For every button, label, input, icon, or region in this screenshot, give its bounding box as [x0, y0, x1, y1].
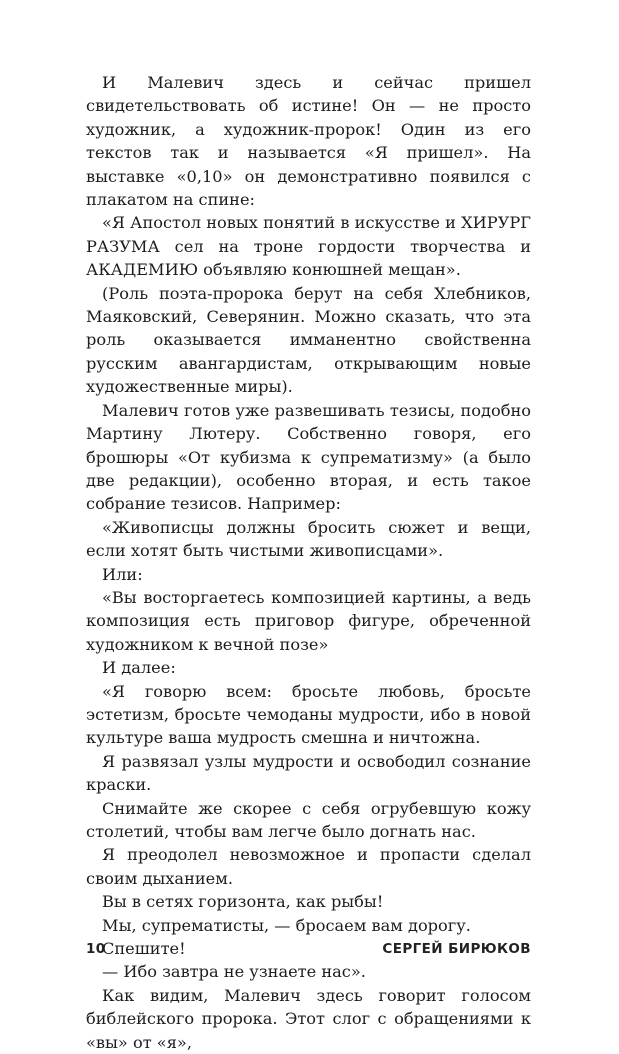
paragraph: И далее: [102, 658, 176, 678]
paragraph: «Вы восторгаетесь композицией картины, а ведь композиция есть приговор фигуре, обреченной художником к вечной позе» [86, 587, 531, 654]
paragraph: (Роль поэта-пророка берут на себя Хлебников, Маяковский, Северянин. Можно сказать, что эта роль оказывается имманентно свойственна русским авангардистам, открывающим новые художественные миры). [86, 283, 531, 397]
paragraph: Малевич готов уже развешивать тезисы, подобно Мартину Лютеру. Собственно говоря, его брошюры «От кубизма к супрематизму» (а было две редакции), особенно вторая, и есть такое собрание тезисов. Например: [86, 400, 531, 514]
paragraph: Спешите! [102, 939, 186, 959]
page-number: 10 [86, 941, 106, 957]
running-head: СЕРГЕЙ БИРЮКОВ [382, 941, 531, 957]
page-footer [86, 941, 531, 961]
paragraph: Мы, супрематисты, — бросаем вам дорогу. [102, 915, 471, 935]
paragraph: Вы в сетях горизонта, как рыбы! [102, 892, 384, 912]
paragraph: — Ибо завтра не узнаете нас». [102, 962, 366, 982]
paragraph: Я развязал узлы мудрости и освободил сознание краски. [86, 751, 531, 795]
paragraph: «Я Апостол новых понятий в искусстве и ХИРУРГ РАЗУМА сел на троне гордости творчества и АКАДЕМИЮ объявляю конюшней мещан». [86, 213, 531, 280]
paragraph: И Малевич здесь и сейчас пришел свидетельствовать об истине! Он — не просто художник, а художник-пророк! Один из его текстов так и называется «Я пришел». На выставке «0,10» он демонстративно появился с плакатом на спине: [86, 73, 531, 210]
paragraph: Я преодолел невозможное и пропасти сделал своим дыханием. [86, 845, 531, 888]
paragraph: Или: [102, 564, 143, 584]
paragraph: Снимайте же скорее с себя огрубевшую кожу столетий, чтобы вам легче было догнать нас. [86, 798, 531, 841]
paragraph: «Я говорю всем: бросьте любовь, бросьте эстетизм, бросьте чемоданы мудрости, ибо в новой культуре ваша мудрость смешна и ничтожна. [86, 681, 531, 748]
paragraph: Как видим, Малевич здесь говорит голосом библейского пророка. Этот слог с обращениями к «вы» от «я», [86, 985, 531, 1052]
body-text [86, 71, 531, 1054]
paragraph: «Живописцы должны бросить сюжет и вещи, если хотят быть чистыми живописцами». [86, 517, 531, 561]
